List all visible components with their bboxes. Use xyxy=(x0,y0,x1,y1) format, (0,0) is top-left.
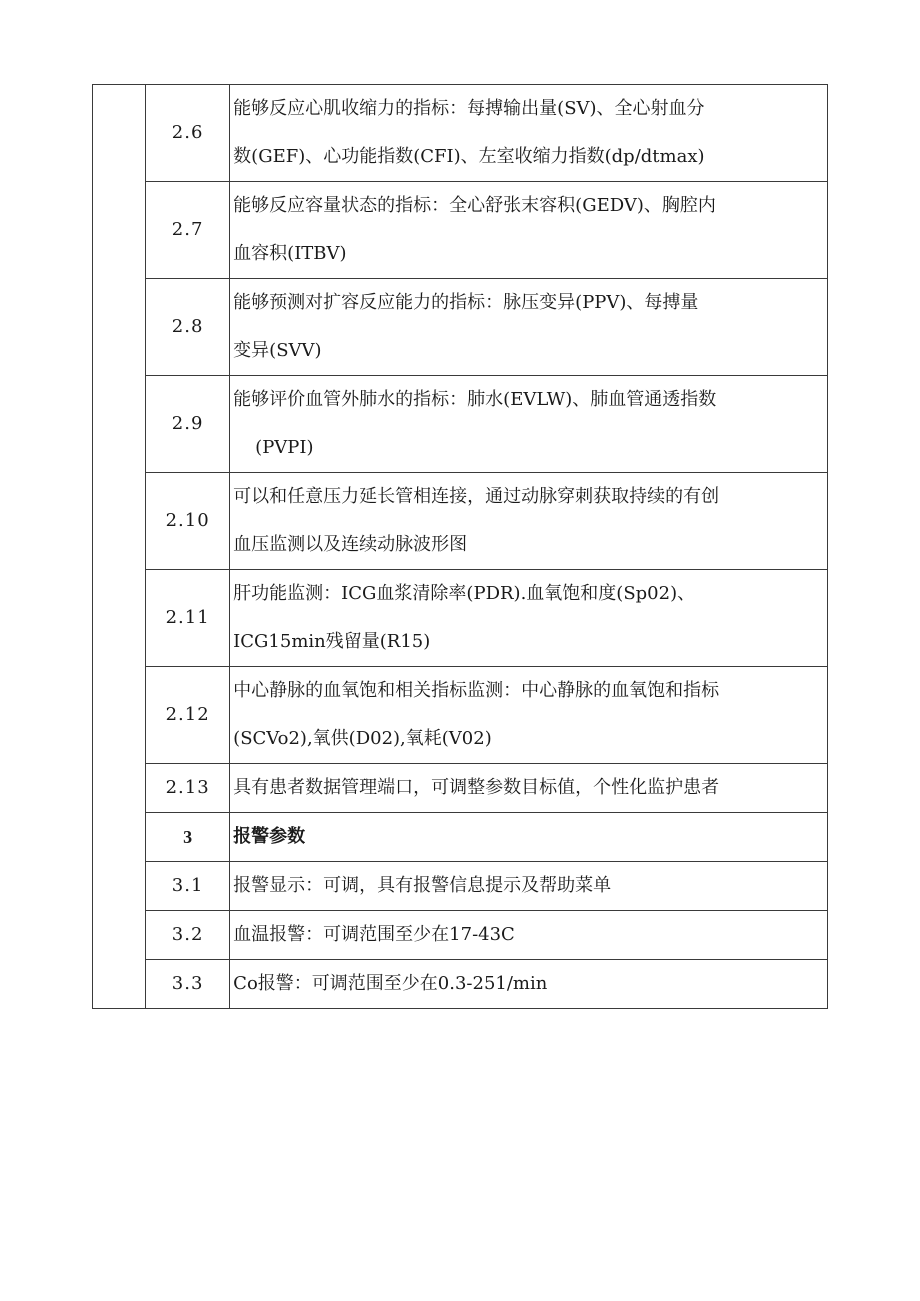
item-description: 具有患者数据管理端口，可调整参数目标值，个性化监护患者 xyxy=(230,764,828,813)
item-description: 中心静脉的血氧饱和相关指标监测：中心静脉的血氧饱和指标 (SCVo2),氧供(D02),氧耗(V02) xyxy=(230,667,828,764)
category-cell xyxy=(93,85,146,1009)
item-description: 肝功能监测：ICG血浆清除率(PDR).血氧饱和度(Sp02)、 ICG15min残留量(R15) xyxy=(230,570,828,667)
item-number: 2.12 xyxy=(146,667,230,764)
section-number: 3 xyxy=(146,813,230,862)
item-number: 2.6 xyxy=(146,85,230,182)
item-description: 能够预测对扩容反应能力的指标：脉压变异(PPV)、每搏量 变异(SVV) xyxy=(230,279,828,376)
item-description: 能够评价血管外肺水的指标：肺水(EVLW)、肺血管通透指数 (PVPI) xyxy=(230,376,828,473)
table-row xyxy=(93,279,828,376)
item-number: 2.10 xyxy=(146,473,230,570)
section-header-row xyxy=(93,813,828,862)
item-number: 2.13 xyxy=(146,764,230,813)
table-row xyxy=(93,85,828,182)
item-description: 能够反应容量状态的指标：全心舒张末容积(GEDV)、胸腔内 血容积(ITBV) xyxy=(230,182,828,279)
item-number: 3.3 xyxy=(146,960,230,1009)
table-row xyxy=(93,570,828,667)
table-row xyxy=(93,862,828,911)
section-title: 报警参数 xyxy=(230,813,828,862)
item-description: 可以和任意压力延长管相连接，通过动脉穿刺获取持续的有创 血压监测以及连续动脉波形图 xyxy=(230,473,828,570)
spec-table xyxy=(92,84,828,1009)
item-description: 血温报警：可调范围至少在17-43C xyxy=(230,911,828,960)
item-description: Co报警：可调范围至少在0.3-251/min xyxy=(230,960,828,1009)
item-description: 报警显示：可调，具有报警信息提示及帮助菜单 xyxy=(230,862,828,911)
table-row xyxy=(93,911,828,960)
table-row xyxy=(93,960,828,1009)
item-number: 3.1 xyxy=(146,862,230,911)
item-description: 能够反应心肌收缩力的指标：每搏输出量(SV)、全心射血分 数(GEF)、心功能指数(CFI)、左室收缩力指数(dp/dtmax) xyxy=(230,85,828,182)
item-number: 2.11 xyxy=(146,570,230,667)
table-row xyxy=(93,182,828,279)
item-number: 3.2 xyxy=(146,911,230,960)
table-row xyxy=(93,473,828,570)
item-number: 2.8 xyxy=(146,279,230,376)
table-row xyxy=(93,667,828,764)
table-row xyxy=(93,376,828,473)
table-row xyxy=(93,764,828,813)
item-number: 2.9 xyxy=(146,376,230,473)
item-number: 2.7 xyxy=(146,182,230,279)
